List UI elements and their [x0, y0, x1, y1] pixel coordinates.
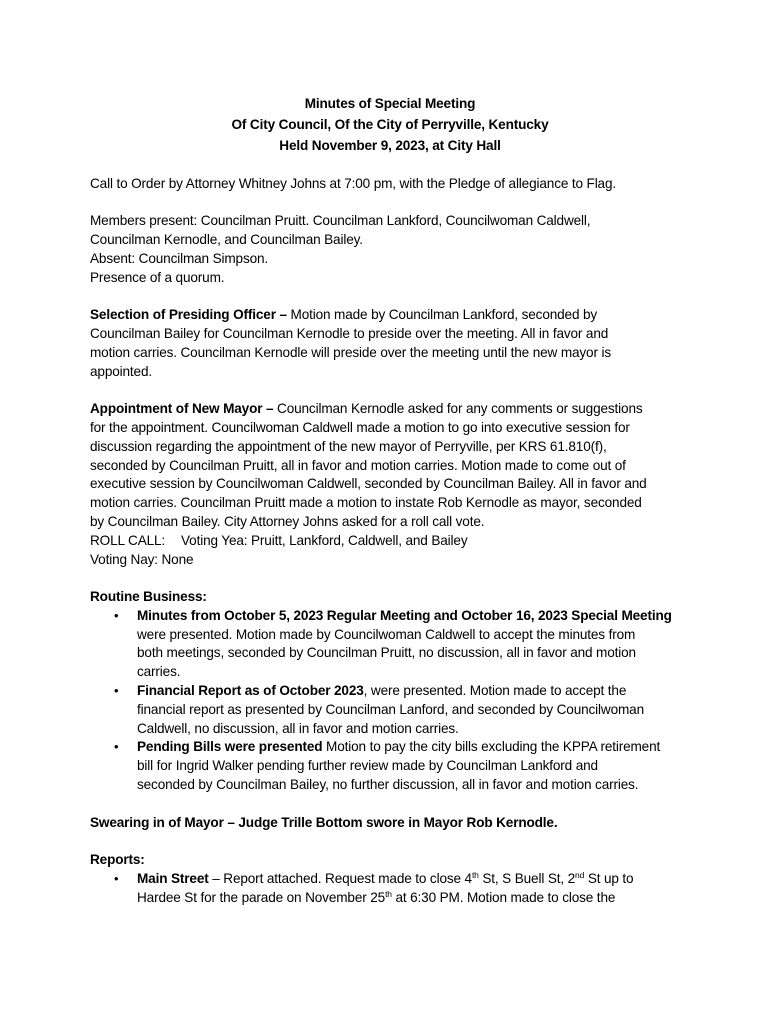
ordinal-suffix: th — [385, 888, 392, 899]
members-present-line-2: Councilman Kernodle, and Councilman Bailey. — [90, 231, 363, 247]
financial-text-3: Caldwell, no discussion, all in favor and motion carries. — [137, 720, 459, 736]
ordinal-suffix: th — [471, 870, 479, 881]
voting-nay: Voting Nay: None — [90, 551, 194, 567]
members-present-line-1: Members present: Councilman Pruitt. Councilman Lankford, Councilwoman Caldwell, — [90, 213, 591, 229]
minutes-heading: Minutes from October 5, 2023 Regular Meeting and October 16, 2023 Special Meeting — [137, 607, 672, 623]
bills-text-1: Motion to pay the city bills excluding the KPPA retirement — [322, 739, 661, 755]
mayor-text-7: by Councilman Bailey. City Attorney Johns asked for a roll call vote. — [90, 513, 485, 529]
reports-list — [90, 870, 690, 908]
presiding-text-1: Motion made by Councilman Lankford, seconded by — [286, 307, 598, 323]
presiding-text-3: motion carries. Councilman Kernodle will preside over the meeting until the new mayor is — [90, 344, 611, 360]
mayor-text-4: seconded by Councilman Pruitt, all in favor and motion carries. Motion made to come out of — [90, 457, 626, 473]
routine-business-section — [90, 588, 690, 795]
document-body — [90, 93, 690, 908]
minutes-text-3: both meetings, seconded by Councilman Pruitt, no discussion, all in favor and motion — [137, 645, 636, 661]
quorum-statement: Presence of a quorum. — [90, 269, 225, 285]
presiding-text-2: Councilman Bailey for Councilman Kernodle to preside over the meeting. All in favor and — [90, 325, 609, 341]
list-item-minutes — [90, 607, 690, 682]
title-line-3: Held November 9, 2023, at City Hall — [279, 138, 501, 154]
main-street-text-d: Hardee St for the parade on November 25 — [137, 889, 386, 905]
bullet-icon: • — [114, 607, 119, 623]
main-street-text-b: St, S Buell St, 2 — [478, 871, 576, 887]
ordinal-suffix: nd — [575, 870, 585, 881]
mayor-text-1: Councilman Kernodle asked for any comments or suggestions — [273, 401, 643, 417]
title-line-2: Of City Council, Of the City of Perryville, Kentucky — [231, 117, 549, 133]
reports-section — [90, 851, 690, 907]
reports-heading: Reports: — [90, 852, 145, 868]
list-item-pending-bills — [90, 738, 690, 794]
title-line-1: Minutes of Special Meeting — [304, 96, 476, 111]
roll-call-yea — [90, 532, 690, 551]
financial-text-2: financial report as presented by Councilman Lanford, and seconded by Councilwoman — [137, 701, 644, 717]
bullet-icon: • — [114, 739, 119, 755]
list-item-financial-report — [90, 682, 690, 738]
bullet-icon: • — [114, 683, 119, 699]
minutes-text-2: were presented. Motion made by Councilwoman Caldwell to accept the minutes from — [137, 626, 636, 642]
bills-text-2: bill for Ingrid Walker pending further review made by Councilman Lankford and — [137, 758, 598, 774]
bullet-icon: • — [114, 871, 119, 887]
roll-call-label: ROLL CALL: — [90, 532, 166, 548]
call-to-order: Call to Order by Attorney Whitney Johns at 7:00 pm, with the Pledge of allegiance to Flag. — [90, 175, 617, 191]
minutes-text-4: carries. — [137, 664, 181, 680]
main-street-text-a: – Report attached. Request made to close 4 — [208, 871, 472, 887]
voting-yea: Voting Yea: Pruitt, Lankford, Caldwell, and Bailey — [181, 532, 468, 548]
presiding-heading: Selection of Presiding Officer – — [90, 307, 287, 323]
mayor-text-5: executive session by Councilwoman Caldwell, seconded by Councilman Bailey. All in favor and — [90, 476, 647, 492]
routine-list — [90, 607, 690, 795]
presiding-officer-section — [90, 306, 690, 381]
main-street-text-e: at 6:30 PM. Motion made to close the — [391, 889, 616, 905]
presiding-text-4: appointed. — [90, 363, 152, 379]
main-street-heading: Main Street — [137, 871, 209, 887]
financial-text-1: , were presented. Motion made to accept the — [363, 683, 627, 699]
members-section — [90, 212, 690, 287]
routine-heading: Routine Business: — [90, 589, 207, 605]
mayor-text-6: motion carries. Councilman Pruitt made a motion to instate Rob Kernodle as mayor, seconded — [90, 495, 642, 511]
main-street-text-c: St up to — [584, 871, 634, 887]
document-title — [90, 93, 690, 157]
mayor-text-3: discussion regarding the appointment of the new mayor of Perryville, per KRS 61.810(f), — [90, 438, 607, 454]
bills-heading: Pending Bills were presented — [137, 739, 323, 755]
mayor-appointment-section — [90, 400, 690, 569]
mayor-text-2: for the appointment. Councilwoman Caldwell made a motion to go into executive session for — [90, 419, 630, 435]
bills-text-3: seconded by Councilman Bailey, no further discussion, all in favor and motion carries. — [137, 777, 639, 793]
members-absent: Absent: Councilman Simpson. — [90, 250, 269, 266]
swearing-in-heading: Swearing in of Mayor – Judge Trille Bottom swore in Mayor Rob Kernodle. — [90, 814, 558, 830]
financial-heading: Financial Report as of October 2023 — [137, 683, 364, 699]
mayor-heading: Appointment of New Mayor – — [90, 401, 274, 417]
list-item-main-street — [90, 870, 690, 908]
